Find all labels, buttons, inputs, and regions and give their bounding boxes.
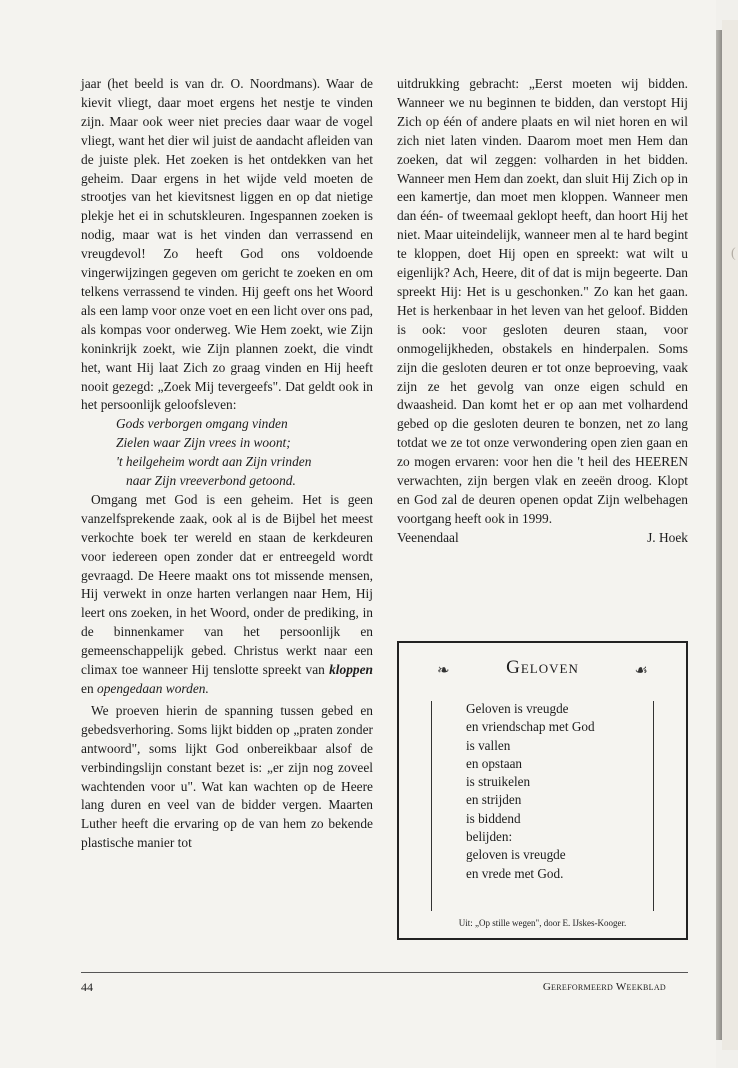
poem-line: is struikelen [466,774,531,790]
poem-credit: Uit: „Op stille wegen", door E. IJskes-Kooger. [458,918,627,928]
poem-title: Geloven [506,657,579,678]
poem-line: is biddend [466,810,521,826]
signoff-place: Veenendaal [397,529,459,545]
poem-line: en vriendschap met God [466,719,595,735]
footer-divider [81,972,688,973]
psalm-line: Zielen waar Zijn vrees in woont; [116,435,291,451]
psalm-verse [81,415,373,491]
left-column [81,75,373,853]
psalm-line: 't heilgeheim wordt aan Zijn vrinden [116,454,312,470]
left-vertical-rule [431,701,432,911]
signoff-author: J. Hoek [647,529,688,545]
psalm-line: Gods verborgen omgang vinden [116,416,288,432]
publication-name: Gereformeerd Weekblad [542,981,666,993]
right-column [397,75,688,548]
poem-line: belijden: [466,829,513,845]
signoff [397,529,688,548]
right-vertical-rule [653,701,654,911]
poem-line: en opstaan [466,755,523,771]
poem-line: Geloven is vreugde [466,701,569,716]
facing-page-edge [722,20,738,1050]
page-number: 44 [81,980,93,994]
poem-box [397,641,688,940]
poem-line: en strijden [466,792,522,808]
left-paragraph-2: Omgang met God is een geheim. Het is geen vanzelfsprekende zaak, ook al is de Bijbel het meest verkochte boek ter wereld en staan de kerkdeuren voor iedereen open zonder dat er entreegeld wordt gevraagd. De Heere maakt ons tot missende mensen, Hij verwekt in onze harten verlangen naar Hem, Hij leert ons zoeken, in het Woord, onder de prediking, in de binnenkamer van het persoonlijk en gemeenschappelijk gebed. Christus werkt naar een climax toe wanneer Hij tenslotte spreekt van kloppen en opengedaan worden. [81,491,373,696]
flourish-right-icon: ☙ [634,663,648,679]
right-paragraph-1: uitdrukking gebracht: „Eerst moeten wij bidden. Wanneer we nu beginnen te bidden, dan verstopt Hij Zich op één of andere plaats en wil niet horen en wil zich niet laten vinden. Daarom moet men Hem dan zoeken, dat wil zeggen: volharden in het bidden. Wanneer men Hem dan zoekt, dan sluit Hij Zich op in een kamertje, dan moet men kloppen. Wanneer men dan één- of tweemaal geklopt heeft, dan hoort Hij het niet. Maar uiteindelijk, wanneer men al te hard begint te kloppen, doet Hij open en spreekt: wat wilt u eigenlijk? Ach, Heere, dit of dat is mijn begeerte. Dan spreekt Hij: Het is u geschonken." Zo kan het gaan. Het is herkenbaar in het leven van het geloof. Bidden is ook: voor gesloten deuren staan, voor onmogelijkheden, obstakels en hinderpalen. Soms zijn die gesloten deuren er tot onze beproeving, vaak zijn ze het gevolg van onze eigen schuld en dwaasheid. Dan komt het er op aan met volhardend gebed op die gesloten deuren te bonzen, net zo lang totdat we ze tot onze verwondering open zien gaan en zo mogen ervaren: voor hen die 't heil des HEEREN verwachten, zijn bergen vlak en zeeën droog. Klopt en God zal de deuren openen opdat Zijn welbehagen voortgang heeft ook in 1999. [397,76,688,526]
page-edge-mark-icon: ( [731,246,736,261]
poem-line: geloven is vreugde [466,847,566,863]
psalm-line: naar Zijn vreeverbond getoond. [126,473,296,489]
poem-line: en vrede met God. [466,865,564,881]
flourish-left-icon: ❧ [437,663,450,679]
poem-lines [466,700,595,883]
left-paragraph-1: jaar (het beeld is van dr. O. Noordmans). Waar de kievit vliegt, daar moet ergens het nestje te vinden zijn. Maar ook weer niet precies daar waar de vogel vliegt, want het dier wil juist de aandacht afleiden van de juiste plek. Het zoeken is het ontdekken van het geheim. Daar ergens in het wijde veld moeten de strootjes van het kievitsnest liggen en op dat nietige plekje het ei in schutskleuren. Ingespannen zoeken is nodig, maar wat is het vinden dan verrassend en vreugdevol! Zo heeft God ons voldoende vingerwijzingen gegeven om gericht te zoeken en om telkens verrassend te vinden. Hij geeft ons het Woord als een lamp voor onze voet en een licht over ons pad, als kompas voor onderweg. Wie Hem zoekt, wie Zijn koninkrijk zoekt, wie Zijn plannen zoekt, die vindt het, want Hij laat Zich zo graag vinden en Hij heeft nooit gezegd: „Zoek Mij tevergeefs". Dat geldt ook in het persoonlijk geloofsleven: [81,76,373,413]
left-paragraph-3: We proeven hierin de spanning tussen gebed en gebedsverhoring. Soms lijkt bidden op „praten zonder antwoord", soms lijkt God onbereikbaar alsof de verbindingslijn constant bezet is: „er zijn nog zoveel wachtenden voor u". Wat kan wachten op de Heere lang duren en veel van de bidder vergen. Maarten Luther heeft die ervaring op de van hem zo bekende plastische manier tot [81,702,373,851]
poem-line: is vallen [466,737,511,753]
